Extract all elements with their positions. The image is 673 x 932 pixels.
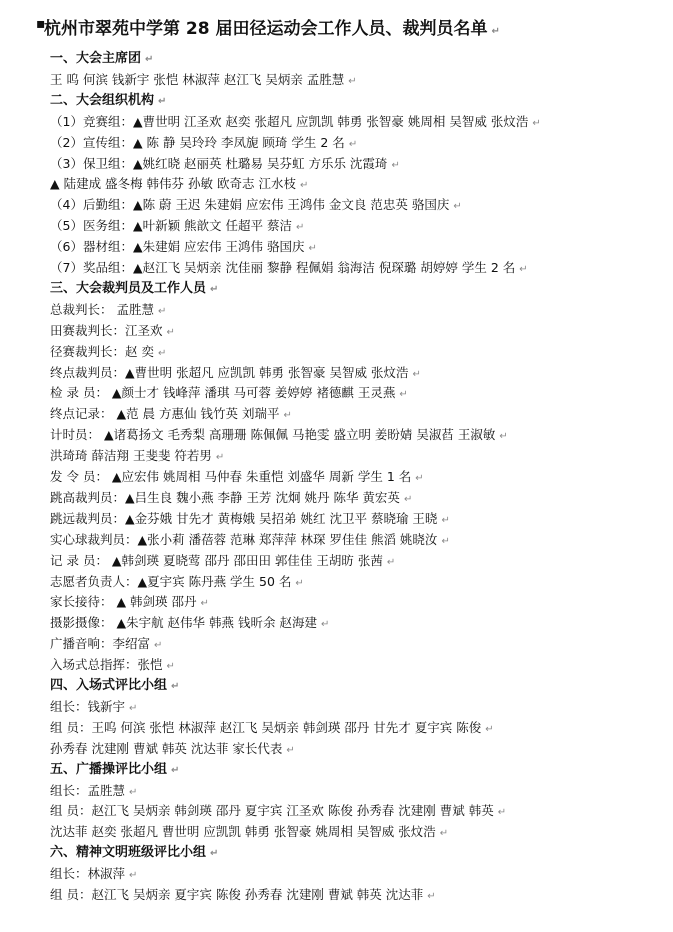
document-line [50, 445, 224, 466]
document-line [50, 424, 508, 445]
document-line [50, 132, 357, 153]
document-line [50, 612, 329, 633]
paragraph-mark-icon: ↵ [145, 54, 154, 65]
line-text: 组长：孟胜慧 [50, 782, 126, 798]
line-text: （1）竞赛组：▲曹世明 江圣欢 赵奕 张超凡 应凯凯 韩勇 张智豪 姚周相 吴智威 张炆浩 [50, 113, 529, 129]
line-text: 组 员：王呜 何滨 张恺 林淑萍 赵江飞 吴炳亲 韩剑瑛 邵丹 甘先才 夏宇宾 陈俊 [50, 719, 482, 735]
paragraph-mark-icon: ↵ [348, 138, 358, 150]
paragraph-mark-icon: ↵ [320, 619, 330, 631]
document-line [50, 320, 175, 341]
paragraph-mark-icon: ↵ [154, 640, 163, 652]
paragraph-mark-icon: ↵ [157, 305, 167, 317]
document-line [50, 362, 421, 383]
document-line [50, 863, 137, 884]
section-heading [50, 842, 218, 863]
document-line [50, 821, 448, 842]
document-line [50, 529, 450, 550]
line-text: 六、精神文明班级评比小组 [50, 845, 207, 861]
line-text: 三、大会裁判员及工作人员 [50, 280, 207, 296]
paragraph-mark-icon: ↵ [200, 598, 209, 610]
paragraph-mark-icon: ↵ [166, 661, 175, 673]
document-line [50, 591, 209, 612]
line-text: 入场式总指挥：张恺 [50, 657, 163, 673]
paragraph-mark-icon: ↵ [308, 243, 317, 255]
paragraph-mark-icon: ↵ [348, 75, 357, 87]
line-text: 组长：钱新宇 [50, 698, 126, 714]
line-text: 二、大会组织机构 [50, 92, 155, 108]
paragraph-mark-icon: ↵ [532, 117, 541, 129]
section-heading [50, 675, 179, 696]
paragraph-mark-icon: ↵ [427, 891, 436, 902]
document-line [50, 654, 175, 675]
line-text: 洪琦琦 薛洁翔 王斐斐 符若男 [50, 448, 212, 464]
document-title [36, 14, 500, 39]
document-line [50, 571, 304, 592]
document-line [50, 403, 292, 424]
document-line [50, 738, 295, 759]
line-text: 沈达菲 赵奕 张超凡 曹世明 应凯凯 韩勇 张智豪 姚周相 吴智威 张炆浩 [50, 824, 436, 840]
line-text: 志愿者负责人：▲夏宇宾 陈丹燕 学生 50 名 [50, 573, 292, 589]
paragraph-mark-icon: ↵ [295, 577, 304, 589]
paragraph-mark-icon: ↵ [210, 283, 219, 295]
paragraph-mark-icon: ↵ [296, 222, 305, 234]
paragraph-mark-icon: ↵ [441, 514, 450, 526]
paragraph-mark-icon: ↵ [499, 431, 508, 443]
paragraph-mark-icon: ↵ [283, 410, 292, 422]
document-line [50, 487, 412, 508]
line-text: 组长：林淑萍 [50, 866, 126, 882]
document-line [50, 717, 494, 738]
line-text: （6）器材组：▲朱建娟 应宏伟 王鸿伟 骆国庆 [50, 239, 305, 255]
document-line [50, 508, 450, 529]
paragraph-mark-icon: ↵ [299, 180, 309, 192]
list-bullet-icon: ▪ [36, 16, 46, 32]
paragraph-mark-icon: ↵ [399, 389, 408, 401]
line-text: 家长接待： ▲ 韩剑瑛 邵丹 [50, 594, 197, 610]
document-title-text: 杭州市翠苑中学第 28 届田径运动会工作人员、裁判员名单 [44, 19, 488, 39]
line-text: （5）医务组：▲叶新颖 熊歆文 任超平 蔡洁 [50, 218, 292, 234]
document-line [50, 153, 400, 174]
line-text: （4）后勤组：▲陈 蔚 王迟 朱建娟 应宏伟 王鸿伟 金文良 范忠英 骆国庆 [50, 197, 450, 213]
line-text: 计时员： ▲诸葛扬文 毛秀梨 高珊珊 陈佩佩 马艳雯 盛立明 姜盼婧 吴淑萏 王淑敏 [50, 427, 496, 443]
document-line [50, 382, 408, 403]
line-text: ▲ 陆建成 盛冬梅 韩伟芬 孙敏 欧奇志 江水枝 [50, 176, 296, 192]
section-heading [50, 90, 166, 111]
paragraph-mark-icon: ↵ [158, 95, 167, 107]
line-text: 记 录 员： ▲韩剑瑛 夏晓莺 邵丹 邵田田 郭佳佳 王胡昉 张茜 [50, 552, 383, 568]
document-line [50, 257, 528, 278]
paragraph-mark-icon: ↵ [412, 368, 421, 380]
paragraph-mark-icon: ↵ [403, 493, 413, 505]
paragraph-mark-icon: ↵ [439, 828, 449, 840]
line-text: 田赛裁判长：江圣欢 [50, 322, 163, 338]
paragraph-mark-icon: ↵ [415, 473, 424, 484]
document-line [50, 341, 166, 362]
line-text: 孙秀春 沈建刚 曹斌 韩英 沈达菲 家长代表 [50, 740, 283, 756]
paragraph-mark-icon: ↵ [171, 681, 180, 692]
document-line [50, 780, 137, 801]
line-text: 终点裁判员：▲曹世明 张超凡 应凯凯 韩勇 张智豪 吴智威 张炆浩 [50, 364, 409, 380]
paragraph-mark-icon: ↵ [485, 723, 494, 735]
line-text: 跳高裁判员：▲吕生良 魏小燕 李静 王芳 沈炯 姚丹 陈华 黄宏英 [50, 489, 400, 505]
section-heading [50, 48, 153, 69]
line-text: 终点记录： ▲范 晨 方惠仙 钱竹英 刘瑞平 [50, 406, 280, 422]
line-text: （3）保卫组：▲姚红晓 赵丽英 杜璐易 吴芬虹 方乐乐 沈霞琦 [50, 155, 388, 171]
document-line [50, 236, 317, 257]
paragraph-mark-icon: ↵ [497, 807, 507, 819]
paragraph-mark-icon: ↵ [215, 452, 225, 464]
line-text: 径赛裁判长：赵 奕 [50, 343, 154, 359]
line-text: 摄影摄像： ▲朱宇航 赵伟华 韩燕 钱昕余 赵海建 [50, 615, 317, 631]
document-line [50, 550, 395, 571]
line-text: 检 录 员： ▲颜士才 钱峰萍 潘琪 马可蓉 姜婷婷 褚德麒 王灵燕 [50, 385, 396, 401]
line-text: 组 员：赵江飞 吴炳亲 夏宇宾 陈俊 孙秀春 沈建刚 曹斌 韩英 沈达菲 [50, 887, 424, 902]
section-heading [50, 759, 179, 780]
line-text: （2）宣传组：▲ 陈 静 吴玲玲 李凤旎 顾琦 学生 2 名 [50, 134, 345, 150]
line-text: 跳远裁判员：▲金芬娥 甘先才 黄梅娥 吴招弟 姚红 沈卫平 蔡晓瑜 王晓 [50, 510, 438, 526]
line-text: 王 呜 何滨 钱新宇 张恺 林淑萍 赵江飞 吴炳亲 孟胜慧 [50, 71, 345, 87]
document-line [50, 215, 304, 236]
document-line [50, 69, 357, 90]
document-line [50, 194, 462, 215]
paragraph-mark-icon: ↵ [210, 848, 219, 860]
paragraph-mark-icon: ↵ [286, 744, 295, 756]
document-line [50, 696, 137, 717]
line-text: 发 令 员： ▲应宏伟 姚周相 马仲春 朱重恺 刘盛华 周新 学生 1 名 [50, 469, 412, 484]
paragraph-mark-icon: ↵ [491, 26, 500, 37]
document-line [50, 884, 436, 905]
document-line [50, 633, 162, 654]
line-text: 组 员：赵江飞 吴炳亲 韩剑瑛 邵丹 夏宇宾 江圣欢 陈俊 孙秀春 沈建刚 曹斌 韩英 [50, 803, 494, 819]
paragraph-mark-icon: ↵ [129, 702, 138, 714]
paragraph-mark-icon: ↵ [129, 870, 138, 882]
paragraph-mark-icon: ↵ [386, 556, 396, 568]
paragraph-mark-icon: ↵ [171, 764, 180, 776]
line-text: 一、大会主席团 [50, 51, 142, 66]
document-line [50, 299, 166, 320]
line-text: （7）奖品组：▲赵江飞 吴炳亲 沈佳丽 黎静 程佩娟 翁海洁 倪琛璐 胡婷婷 学生 2 名 [50, 260, 516, 275]
paragraph-mark-icon: ↵ [166, 326, 175, 338]
paragraph-mark-icon: ↵ [129, 786, 138, 798]
document-line [50, 800, 506, 821]
line-text: 四、入场式评比小组 [50, 678, 168, 693]
paragraph-mark-icon: ↵ [391, 159, 400, 171]
paragraph-mark-icon: ↵ [441, 535, 450, 547]
paragraph-mark-icon: ↵ [453, 201, 462, 213]
document-line [50, 173, 308, 194]
paragraph-mark-icon: ↵ [519, 264, 528, 275]
line-text: 广播音响：李绍富 [50, 636, 151, 652]
document-line [50, 466, 424, 487]
line-text: 五、广播操评比小组 [50, 761, 168, 777]
line-text: 总裁判长： 孟胜慧 [50, 301, 154, 317]
document-line [50, 111, 541, 132]
paragraph-mark-icon: ↵ [157, 347, 167, 359]
section-heading [50, 278, 218, 299]
line-text: 实心球裁判员：▲张小莉 潘蓓蓉 范琳 郑萍萍 林琛 罗佳佳 熊滔 姚晓汝 [50, 531, 438, 547]
